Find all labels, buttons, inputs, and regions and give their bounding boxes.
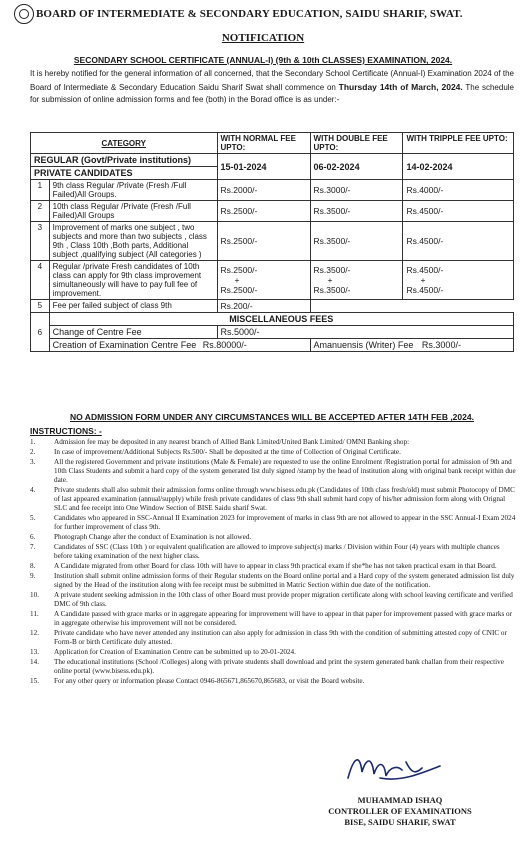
- item-number: 7.: [30, 543, 36, 551]
- triple-fee: Rs.4500/-: [406, 265, 444, 275]
- triple-fee: Rs.4000/-: [403, 180, 514, 201]
- board-logo-icon: [14, 4, 34, 24]
- row-number: 3: [31, 222, 50, 261]
- intro-paragraph: [30, 68, 514, 107]
- triple-fee-2: Rs.4500/-: [406, 285, 444, 295]
- list-item: [30, 658, 516, 676]
- table-row: [31, 300, 514, 313]
- item-number: 10.: [30, 591, 39, 599]
- list-item: [30, 514, 516, 532]
- notification-title: NOTIFICATION: [221, 32, 305, 44]
- item-number: 12.: [30, 629, 39, 637]
- row-number: 1: [31, 180, 50, 201]
- signatory-block: [300, 795, 500, 828]
- list-item: [30, 648, 516, 657]
- category-header: CATEGORY: [31, 133, 218, 154]
- item-number: 3.: [30, 458, 36, 466]
- list-item: [30, 458, 516, 485]
- list-item: [30, 591, 516, 609]
- regular-row: [31, 154, 514, 167]
- item-text: Candidates who appeared in SSC-Annual II Examination 2023 for improvement of marks in class 9th are not allowed to appear in the SSC Annual-I Exam 2024 for further improvement of class 9th.: [54, 514, 516, 531]
- item-text: In case of improvement/Additional Subjects Rs.500/- Shall be deposited at the time of Collection of Original Certificate.: [54, 448, 401, 456]
- instructions-list: [30, 438, 516, 687]
- item-number: 14.: [30, 658, 39, 666]
- normal-fee-header: WITH NORMAL FEE UPTO:: [217, 133, 310, 154]
- creation-centre-fee: Rs.80000/-: [202, 340, 247, 350]
- item-number: 15.: [30, 677, 39, 685]
- item-number: 1.: [30, 438, 36, 446]
- item-text: Candidates of SSC (Class 10th ) or equivalent qualification are allowed to improve subject(s) marks / Division within Four (4) years with multiple chances before taking examination of the next higher class.: [54, 543, 500, 560]
- private-label: PRIVATE CANDIDATES: [31, 167, 218, 180]
- double-fee-combined: [310, 261, 403, 300]
- amanuensis-label: Amanuensis (Writer) Fee: [313, 340, 414, 350]
- list-item: [30, 677, 516, 686]
- list-item: [30, 533, 516, 542]
- item-number: 8.: [30, 562, 36, 570]
- item-number: 13.: [30, 648, 39, 656]
- normal-date: 15-01-2024: [217, 154, 310, 180]
- item-number: 6.: [30, 533, 36, 541]
- misc-row: [31, 339, 514, 352]
- fee-schedule-table: [30, 132, 514, 352]
- amanuensis-cell: [310, 339, 513, 352]
- triple-fee-header: WITH TRIPPLE FEE UPTO:: [403, 133, 514, 154]
- list-item: [30, 543, 516, 561]
- item-text: Photograph Change after the conduct of Examination is not allowed.: [54, 533, 252, 541]
- list-item: [30, 562, 516, 571]
- normal-fee-combined: [217, 261, 310, 300]
- misc-row: [31, 326, 514, 339]
- table-row: [31, 201, 514, 222]
- table-header-row: [31, 133, 514, 154]
- double-fee: Rs.3500/-: [310, 201, 403, 222]
- list-item: [30, 572, 516, 590]
- list-item: [30, 629, 516, 647]
- creation-centre-cell: [49, 339, 310, 352]
- row-number: 4: [31, 261, 50, 300]
- normal-fee: Rs.200/-: [217, 300, 310, 313]
- item-text: Admission fee may be deposited in any nearest branch of Allied Bank Limited/United Bank Limited/ OMNI Banking shop:: [54, 438, 410, 446]
- item-text: A Candidate passed with grace marks or in aggregate appearing for improvement will have to appear in that paper for improvement passed with grace marks or in aggregate otherwise his improvement will not be considered.: [54, 610, 513, 627]
- plus-sign: +: [420, 275, 426, 285]
- regular-label: REGULAR (Govt/Private institutions): [31, 154, 218, 167]
- empty-cell: [310, 300, 513, 313]
- double-date: 06-02-2024: [310, 154, 403, 180]
- triple-date: 14-02-2024: [403, 154, 514, 180]
- change-centre-fee: Rs.5000/-: [217, 326, 514, 339]
- double-fee-2: Rs.3500/-: [313, 285, 351, 295]
- table-row: [31, 222, 514, 261]
- item-text: Private students shall also submit their admission forms online through www.bisess.edu.pk (Candidates of 10th class fresh/old) must submit Photocopy of DMC of last appeared examination (annual/supply) while fresh private candidates of class 9th shall submit hard copy of his/her admission form along with Orignal SLC and fee receipt into One Window Section of BISE Saidu sharif Swat.: [54, 486, 515, 512]
- list-item: [30, 438, 516, 447]
- change-centre-label: Change of Centre Fee: [49, 326, 217, 339]
- amanuensis-fee: Rs.3000/-: [421, 340, 461, 350]
- row-description: 9th class Regular /Private (Fresh /Full Failed)All Groups.: [49, 180, 217, 201]
- item-number: 9.: [30, 572, 36, 580]
- double-fee: Rs.3500/-: [310, 222, 403, 261]
- item-number: 4.: [30, 486, 36, 494]
- item-number: 11.: [30, 610, 39, 618]
- list-item: [30, 448, 516, 457]
- row-number: 5: [31, 300, 50, 313]
- signatory-title: CONTROLLER OF EXAMINATIONS: [328, 806, 472, 816]
- item-text: A private student seeking admission in the 10th class of other Board must provide proper migration certificate along with school leaving certificate and verified DMC of 9th class.: [54, 591, 513, 608]
- intro-text: It is hereby notified for the general information of all concerned, that the Secondary School Certificate (Annual-I) Examination 2024 of the Board of Intermediate & Secondary Education Saidu Sharif Swat shall commence on: [30, 69, 514, 92]
- list-item: [30, 486, 516, 513]
- plus-sign: +: [327, 275, 333, 285]
- deadline-warning: NO ADMISSION FORM UNDER ANY CIRCUMSTANCES WILL BE ACCEPTED AFTER 14TH FEB ,2024.: [70, 412, 474, 422]
- item-text: Private candidate who have never attended any institution can also apply for admission in class 9th with the condition of submitting attested copy of CNIC or Form-B or birth Certificate duly attested.: [54, 629, 507, 646]
- row-number: 2: [31, 201, 50, 222]
- letterhead: [0, 4, 526, 26]
- item-text: Institution shall submit online admission forms of their Regular students on the Board online portal and a Hard copy of the system generated admission list duly signed by the Head of the institution along with fee receipt must be submitted in Matric Section within due date of the notification.: [54, 572, 515, 589]
- table-row: [31, 180, 514, 201]
- plus-sign: +: [234, 275, 240, 285]
- exam-subject: SECONDARY SCHOOL CERTIFICATE (ANNUAL-I) (9th & 10th CLASSES) EXAMINATION, 2024.: [73, 55, 453, 65]
- normal-fee-2: Rs.2500/-: [220, 285, 258, 295]
- signatory-name: MUHAMMAD ISHAQ: [357, 795, 443, 805]
- item-text: All the registered Government and private institutions (Male & Female) are requested to use the online Enrolment /Registration portal for admission of 9th and 10th Class Students and submit a hard copy of the system generated list duly signed /stamp by the head of institution along with original bank receipt within due date.: [54, 458, 516, 484]
- row-number: 6: [31, 313, 50, 352]
- triple-fee-combined: [403, 261, 514, 300]
- triple-fee: Rs.4500/-: [403, 201, 514, 222]
- item-text: Application for Creation of Examination Centre can be submitted up to 20-01-2024.: [54, 648, 296, 656]
- row-description: Improvement of marks one subject , two subjects and more than two subjects , class 9th , Class 10th ,Both parts, Additional subject ,qualifying subject (All categories ): [49, 222, 217, 261]
- item-number: 5.: [30, 514, 36, 522]
- item-text: The educational institutions (School /Colleges) along with private students shall download and print the system generated bank challan from their respective online portal (www.bisess.edu.pk).: [54, 658, 504, 675]
- intro-text-2: The schedule for submission of online admission forms and fee (both) in the Borad office is as under:-: [30, 82, 514, 104]
- creation-centre-label: Creation of Examination Centre Fee: [52, 340, 197, 350]
- item-number: 2.: [30, 448, 36, 456]
- misc-header-row: [31, 313, 514, 326]
- item-text: For any other query or information please Contact 0946-865671,865670,865683, or visit the Board website.: [54, 677, 365, 685]
- triple-fee: Rs.4500/-: [403, 222, 514, 261]
- misc-fees-title: MISCELLANEOUS FEES: [49, 313, 513, 326]
- handwritten-signature: [340, 748, 450, 788]
- item-text: A Candidate migrated from other Board for class 10th will have to appear in class 9th practical exam if she*he has not taken practical exam in that Board.: [54, 562, 497, 570]
- table-row: [31, 261, 514, 300]
- row-description: Fee per failed subject of class 9th: [49, 300, 217, 313]
- signatory-org: BISE, SAIDU SHARIF, SWAT: [344, 817, 456, 827]
- commence-date: Thursday 14th of March, 2024.: [338, 81, 463, 92]
- board-name: BOARD OF INTERMEDIATE & SECONDARY EDUCATION, SAIDU SHARIF, SWAT.: [36, 8, 463, 20]
- instructions-title: INSTRUCTIONS: -: [30, 426, 102, 436]
- row-description: 10th class Regular /Private (Fresh /Full Failed)All Groups: [49, 201, 217, 222]
- normal-fee: Rs.2000/-: [217, 180, 310, 201]
- row-description: Regular /private Fresh candidates of 10th class can apply for 9th class improvement simultaneously will have to pay full fee of improvement.: [49, 261, 217, 300]
- normal-fee: Rs.2500/-: [217, 222, 310, 261]
- double-fee: Rs.3000/-: [310, 180, 403, 201]
- double-fee-header: WITH DOUBLE FEE UPTO:: [310, 133, 403, 154]
- double-fee: Rs.3500/-: [313, 265, 351, 275]
- normal-fee: Rs.2500/-: [217, 201, 310, 222]
- normal-fee: Rs.2500/-: [220, 265, 258, 275]
- list-item: [30, 610, 516, 628]
